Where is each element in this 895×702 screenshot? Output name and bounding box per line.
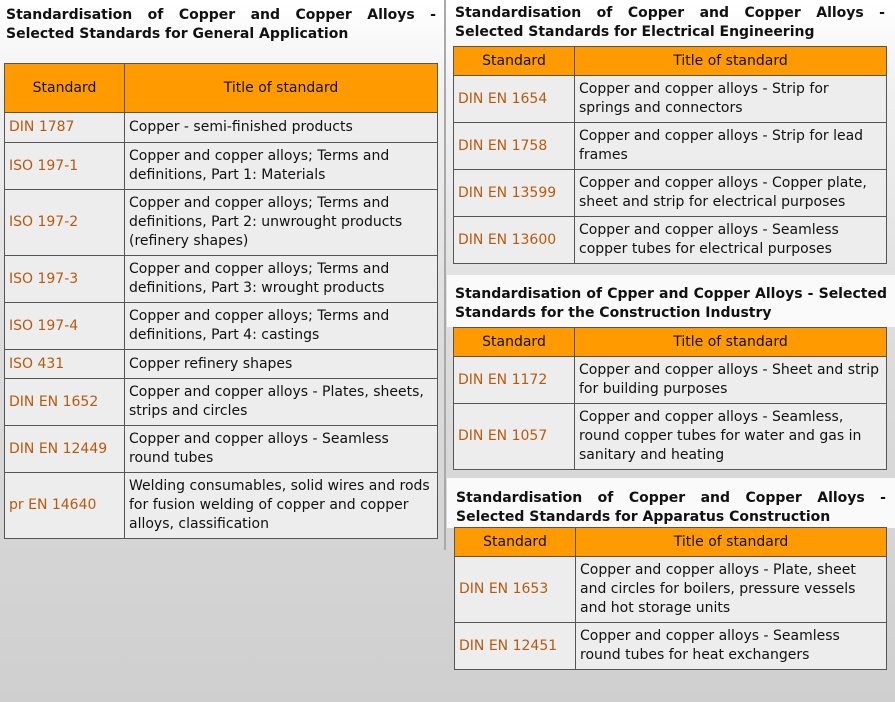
table-header-row	[454, 47, 887, 76]
section-heading-line1: Standardisation of Copper and Copper Alloys -	[455, 5, 885, 21]
title-cell: Copper and copper alloys; Terms and definitions, Part 1: Materials	[125, 143, 438, 190]
table-row	[454, 404, 887, 470]
column-header-title: Title of standard	[125, 64, 438, 113]
standard-cell: DIN EN 12449	[5, 426, 125, 473]
section-heading-line1: Standardisation of Copper and Copper Alloys -	[6, 7, 436, 23]
column-header-title: Title of standard	[575, 328, 887, 357]
section-construction-heading	[455, 285, 887, 322]
table-row	[5, 303, 438, 350]
column-divider	[444, 0, 446, 550]
title-cell: Copper and copper alloys - Strip for lead frames	[575, 123, 887, 170]
section-heading-line2: Selected Standards for General Application	[6, 25, 349, 42]
standard-cell: ISO 431	[5, 350, 125, 379]
title-cell: Copper and copper alloys - Copper plate, sheet and strip for electrical purposes	[575, 170, 887, 217]
title-cell: Copper and copper alloys; Terms and definitions, Part 2: unwrought products (refinery shapes)	[125, 190, 438, 256]
table-row	[455, 623, 887, 670]
section-heading-line1: Standardisation of Cpper and Copper Alloys - Selected	[455, 286, 887, 302]
title-cell: Welding consumables, solid wires and rods for fusion welding of copper and copper alloys, classification	[125, 473, 438, 539]
table-row	[5, 256, 438, 303]
column-header-standard: Standard	[454, 47, 575, 76]
table-row	[454, 217, 887, 264]
table-row	[5, 350, 438, 379]
title-cell: Copper - semi-finished products	[125, 113, 438, 143]
title-cell: Copper and copper alloys - Seamless, round copper tubes for water and gas in sanitary and heating	[575, 404, 887, 470]
electrical-engineering-table	[453, 46, 887, 264]
title-cell: Copper and copper alloys - Plates, sheets, strips and circles	[125, 379, 438, 426]
table-row	[5, 143, 438, 190]
standard-cell: DIN EN 1654	[454, 76, 575, 123]
table-header-row	[5, 64, 438, 113]
standard-cell: ISO 197-1	[5, 143, 125, 190]
standard-cell: DIN EN 1652	[5, 379, 125, 426]
title-cell: Copper and copper alloys; Terms and definitions, Part 4: castings	[125, 303, 438, 350]
section-electrical-engineering-heading	[455, 4, 885, 41]
table-row	[454, 170, 887, 217]
table-row	[454, 357, 887, 404]
table-header-row	[455, 528, 887, 557]
standard-cell: DIN EN 1172	[454, 357, 575, 404]
column-header-standard: Standard	[455, 528, 576, 557]
section-heading-line1: Standardisation of Copper and Copper Alloys -	[456, 490, 886, 506]
standard-cell: ISO 197-3	[5, 256, 125, 303]
standard-cell: DIN 1787	[5, 113, 125, 143]
column-header-title: Title of standard	[575, 47, 887, 76]
general-application-table	[4, 63, 438, 539]
standard-cell: ISO 197-2	[5, 190, 125, 256]
table-row	[454, 123, 887, 170]
standard-cell: ISO 197-4	[5, 303, 125, 350]
title-cell: Copper and copper alloys - Strip for springs and connectors	[575, 76, 887, 123]
title-cell: Copper and copper alloys; Terms and definitions, Part 3: wrought products	[125, 256, 438, 303]
standard-cell: DIN EN 1653	[455, 557, 576, 623]
title-cell: Copper and copper alloys - Seamless round tubes	[125, 426, 438, 473]
title-cell: Copper and copper alloys - Sheet and strip for building purposes	[575, 357, 887, 404]
title-cell: Copper and copper alloys - Seamless round tubes for heat exchangers	[576, 623, 887, 670]
table-row	[5, 113, 438, 143]
table-header-row	[454, 328, 887, 357]
standard-cell: DIN EN 13600	[454, 217, 575, 264]
column-header-standard: Standard	[454, 328, 575, 357]
section-heading-line2: Standards for the Construction Industry	[455, 304, 772, 321]
standard-cell: DIN EN 12451	[455, 623, 576, 670]
standard-cell: DIN EN 13599	[454, 170, 575, 217]
standard-cell: DIN EN 1057	[454, 404, 575, 470]
section-apparatus-heading	[456, 489, 886, 526]
table-row	[5, 379, 438, 426]
table-row	[5, 473, 438, 539]
column-header-title: Title of standard	[576, 528, 887, 557]
table-row	[455, 557, 887, 623]
section-heading-line2: Selected Standards for Electrical Engineering	[455, 23, 815, 40]
standard-cell: pr EN 14640	[5, 473, 125, 539]
construction-industry-table	[453, 327, 887, 470]
table-row	[5, 426, 438, 473]
apparatus-construction-table	[454, 527, 887, 670]
title-cell: Copper and copper alloys - Seamless copper tubes for electrical purposes	[575, 217, 887, 264]
section-heading-line2: Selected Standards for Apparatus Construction	[456, 508, 831, 525]
section-general-application-heading	[6, 6, 436, 43]
table-row	[454, 76, 887, 123]
column-header-standard: Standard	[5, 64, 125, 113]
title-cell: Copper and copper alloys - Plate, sheet and circles for boilers, pressure vessels and hot storage units	[576, 557, 887, 623]
title-cell: Copper refinery shapes	[125, 350, 438, 379]
table-row	[5, 190, 438, 256]
standard-cell: DIN EN 1758	[454, 123, 575, 170]
